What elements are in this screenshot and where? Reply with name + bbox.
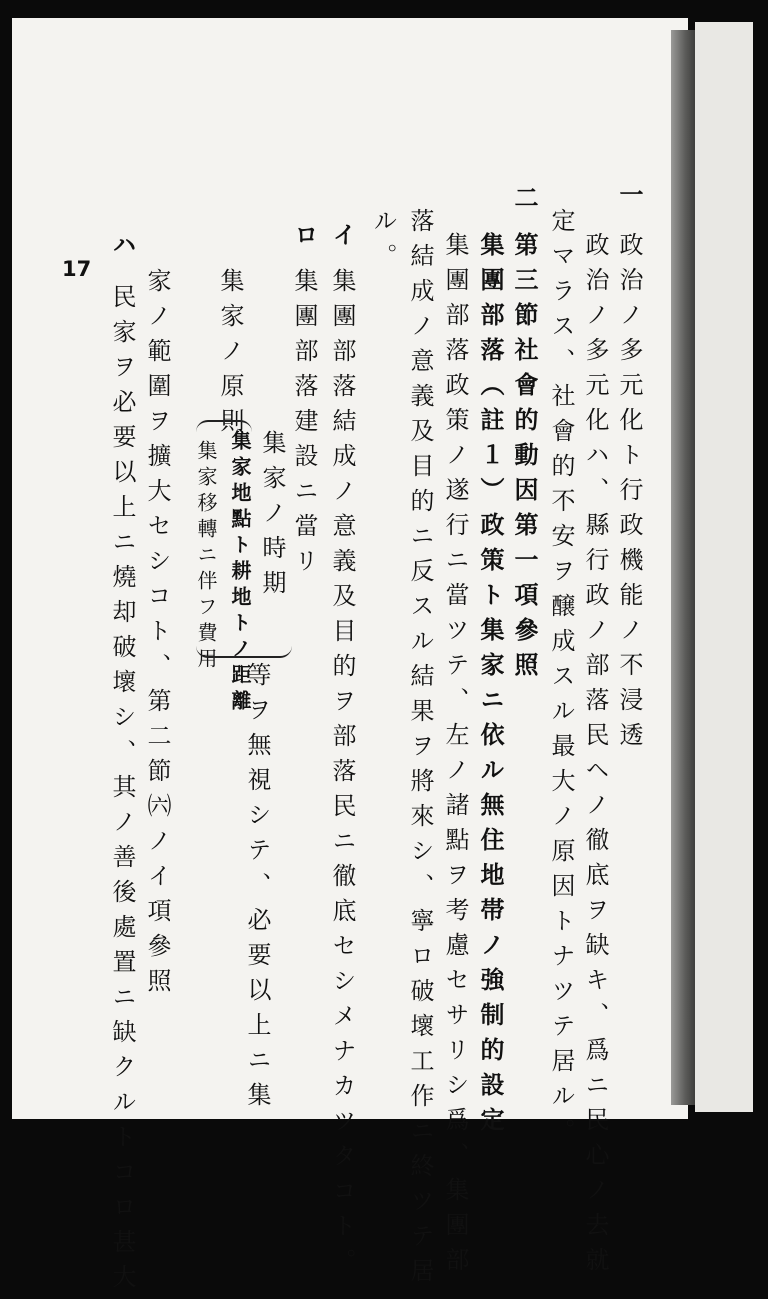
item-ro-marker: ロ xyxy=(290,222,319,257)
section-one-text-line: 定マラス、社會的不安ヲ醸成スル最大ノ原因トナツテ居ル。 xyxy=(547,208,575,1153)
brace-bracket xyxy=(196,646,292,658)
item-ha-marker: ハ xyxy=(108,232,137,267)
item-ro-text: 集團部落建設ニ當リ xyxy=(290,268,318,583)
list-item: 集家ノ原則 xyxy=(216,268,244,443)
list-item: 集家移轉ニ伴フ費用 xyxy=(194,440,218,674)
brace-bracket xyxy=(196,420,252,432)
item-i-marker: イ xyxy=(328,222,357,257)
book-spine xyxy=(671,30,695,1105)
list-continuation-text: 家ノ範圍ヲ擴大セシコト、第二節㈥ノイ項參照 xyxy=(143,268,171,1003)
section-two-heading: 集團部落（註１）政策ト集家ニ依ル無住地帯ノ強制的設定 xyxy=(476,232,505,1142)
list-item: 集家地點ト耕地トノ距離 xyxy=(228,430,252,716)
list-continuation-text: 等ヲ無視シテ、必要以上ニ集 xyxy=(243,662,271,1117)
page-number: 17 xyxy=(62,257,92,281)
facing-page-edge xyxy=(695,22,753,1112)
section-two-marker: 二 xyxy=(510,185,539,220)
list-item: 集家ノ時期 xyxy=(258,430,286,605)
item-ha-text: 民家ヲ必要以上ニ燒却破壞シ、其ノ善後處置ニ缺クルトコロ甚大 xyxy=(108,284,136,1299)
section-two-text-line: 落結成ノ意義及目的ニ反スル結果ヲ將來シ、寧ロ破壞工作ニ終ツテ居 xyxy=(406,208,434,1293)
section-one-marker: 一 xyxy=(615,182,644,217)
section-one-text-line: 政治ノ多元化ハ、縣行政ノ部落民ヘノ徹底ヲ缺キ、爲ニ民心ノ去就 xyxy=(581,232,609,1282)
section-two-reference: 第三節社會的動因第一項參照 xyxy=(510,232,539,687)
item-i-text: 集團部落結成ノ意義及目的ヲ部落民ニ徹底セシメナカツタコト。 xyxy=(328,268,356,1283)
section-one-heading: 政治ノ多元化ト行政機能ノ不浸透 xyxy=(615,232,643,757)
section-two-text-line: ル。 xyxy=(369,208,397,278)
section-two-text-line: 集團部落政策ノ遂行ニ當ツテ、左ノ諸點ヲ考慮セサリシ爲、集團部 xyxy=(441,232,469,1282)
